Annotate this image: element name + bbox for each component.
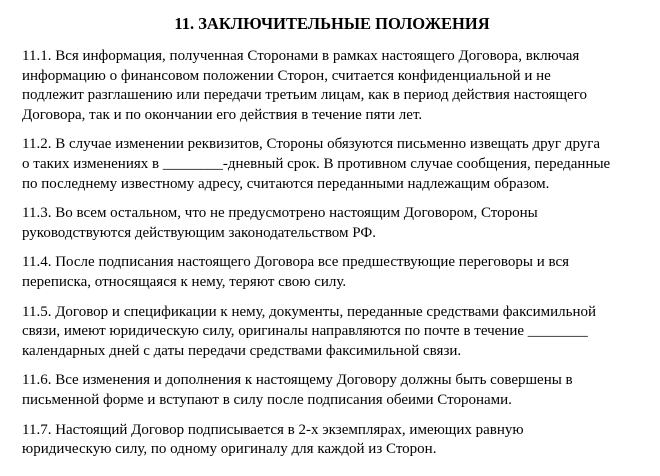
clause-line: 11.5. Договор и спецификации к нему, документы, переданные средствами факсимильной bbox=[22, 303, 597, 320]
clause-line: Договора, так и по окончании его действия в течение пяти лет. bbox=[22, 106, 423, 123]
clause-line: связи, имеют юридическую силу, оригиналы направляются по почте в течение ________ bbox=[22, 323, 588, 340]
clause-line: руководствуются действующим законодательством РФ. bbox=[22, 224, 376, 241]
clause-line: переписка, относящаяся к нему, теряют свою силу. bbox=[22, 273, 347, 290]
clause-line: юридическую силу, по одному оригиналу для каждой из Сторон. bbox=[22, 441, 437, 458]
clause-line: 11.1. Вся информация, полученная Сторонами в рамках настоящего Договора, включая bbox=[22, 48, 580, 64]
section-heading: 11. ЗАКЛЮЧИТЕЛЬНЫЕ ПОЛОЖЕНИЯ bbox=[174, 14, 490, 33]
clause-line: 11.3. Во всем остальном, что не предусмотрено настоящим Договором, Стороны bbox=[22, 205, 538, 222]
clause-line: 11.6. Все изменения и дополнения к настоящему Договору должны быть совершены в bbox=[22, 372, 573, 389]
clause-11-1 bbox=[22, 47, 638, 125]
clause-11-5 bbox=[22, 303, 638, 362]
clause-line: информацию о финансовом положении Сторон, считается конфиденциальной и не bbox=[22, 67, 551, 84]
clause-11-3 bbox=[22, 204, 638, 243]
clause-11-7 bbox=[22, 421, 638, 460]
clause-line: по последнему известному адресу, считаются переданными надлежащим образом. bbox=[22, 175, 550, 192]
clause-line: письменной форме и вступают в силу после подписания обеими Сторонами. bbox=[22, 391, 512, 408]
clause-11-2 bbox=[22, 135, 638, 194]
clause-line: 11.7. Настоящий Договор подписывается в 2-х экземплярах, имеющих равную bbox=[22, 421, 524, 438]
clause-line: подлежит разглашению или передачи третьим лицам, как в период действия настоящего bbox=[22, 87, 587, 104]
clause-line: 11.2. В случае изменении реквизитов, Стороны обязуются письменно извещать друг друга bbox=[22, 136, 601, 153]
clause-11-6 bbox=[22, 371, 638, 410]
clause-line: о таких изменениях в ________-дневный срок. В противном случае сообщения, переданные bbox=[22, 155, 611, 172]
clause-line: календарных дней с даты передачи средствами факсимильной связи. bbox=[22, 342, 462, 359]
clause-11-4 bbox=[22, 253, 638, 292]
clause-line: 11.4. После подписания настоящего Договора все предшествующие переговоры и вся bbox=[22, 254, 570, 271]
